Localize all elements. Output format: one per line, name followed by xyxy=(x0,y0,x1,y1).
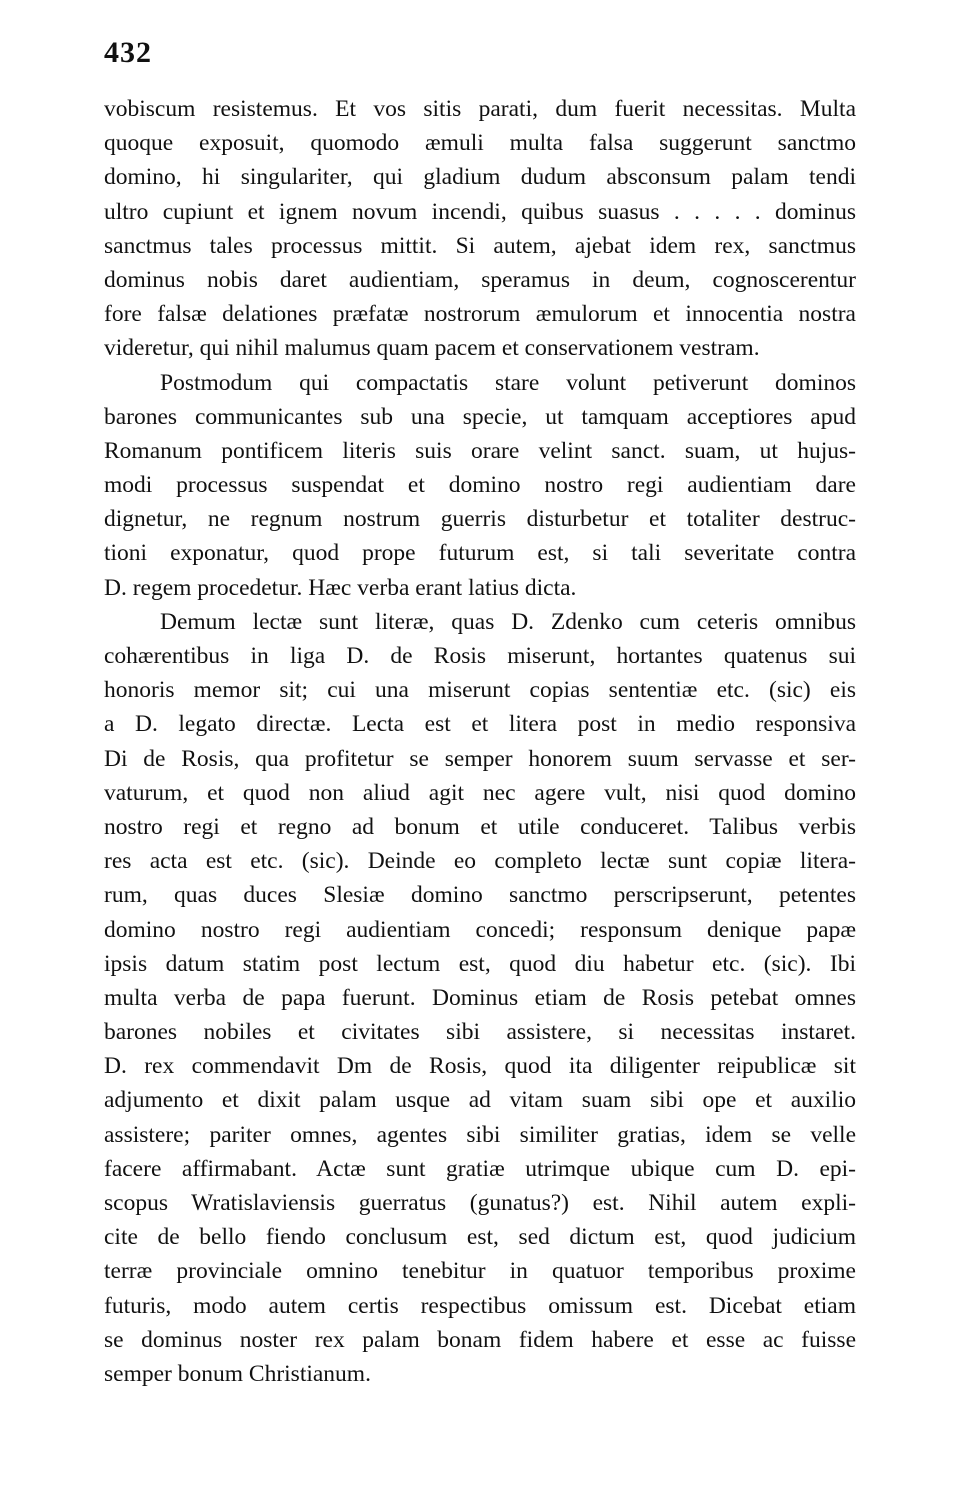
text-line: semper bonum Christianum. xyxy=(104,1360,371,1387)
text-line: fore falsæ delationes præfatæ nostrorum æmulorum et innocentia nostra xyxy=(104,301,856,328)
text-line: sanctmus tales processus mittit. Si autem, ajebat idem rex, sanctmus xyxy=(104,232,856,259)
text-line: videretur, qui nihil malumus quam pacem et conservationem vestram. xyxy=(104,335,760,362)
text-line: modi processus suspendat et domino nostro regi audientiam dare xyxy=(104,472,856,499)
text-line: a D. legato directæ. Lecta est et litera post in medio responsiva xyxy=(104,711,856,738)
text-line: barones communicantes sub una specie, ut tamquam acceptiores apud xyxy=(104,403,856,430)
text-line: domino nostro regi audientiam concedi; responsum denique papæ xyxy=(104,916,856,943)
page-number: 432 xyxy=(104,36,152,69)
text-line: ultro cupiunt et ignem novum incendi, quibus suasus . . . . . dominus xyxy=(104,198,856,225)
text-line: facere affirmabant. Actæ sunt gratiæ utrimque ubique cum D. epi- xyxy=(104,1155,856,1182)
text-line: assistere; pariter omnes, agentes sibi similiter gratias, idem se velle xyxy=(104,1121,856,1148)
text-line: Di de Rosis, qua profitetur se semper honorem suum servasse et ser- xyxy=(104,745,856,772)
text-line: scopus Wratislaviensis guerratus (gunatus?) est. Nihil autem expli- xyxy=(104,1190,856,1216)
text-line: futuris, modo autem certis respectibus omissum est. Dicebat etiam xyxy=(104,1292,856,1319)
text-line: barones nobiles et civitates sibi assistere, si necessitas instaret. xyxy=(104,1019,856,1046)
text-line: ipsis datum statim post lectum est, quod diu habetur etc. (sic). Ibi xyxy=(104,950,856,977)
text-line: tioni exponatur, quod prope futurum est, si tali severitate contra xyxy=(104,540,856,567)
text-line: se dominus noster rex palam bonam fidem habere et esse ac fuisse xyxy=(104,1326,856,1353)
text-line: vobiscum resistemus. Et vos sitis parati, dum fuerit necessitas. Multa xyxy=(104,96,856,122)
text-line: Postmodum qui compactatis stare volunt petiverunt dominos xyxy=(160,369,856,396)
text-line: cohærentibus in liga D. de Rosis miserunt, hortantes quatenus sui xyxy=(104,643,856,669)
text-line: terræ provinciale omnino tenebitur in quatuor temporibus proxime xyxy=(104,1258,856,1285)
text-line: dominus nobis daret audientiam, speramus in deum, cognoscerentur xyxy=(104,266,856,293)
text-line: domino, hi singulariter, qui gladium dudum absconsum palam tendi xyxy=(104,164,856,191)
text-line: dignetur, ne regnum nostrum guerris disturbetur et totaliter destruc- xyxy=(104,506,856,533)
text-line: rum, quas duces Slesiæ domino sanctmo perscripserunt, petentes xyxy=(104,882,856,909)
text-line: D. regem procedetur. Hæc verba erant latius dicta. xyxy=(104,574,577,601)
body-text xyxy=(104,92,856,1391)
text-line: Romanum pontificem literis suis orare velint sanct. suam, ut hujus- xyxy=(104,437,856,464)
text-line: honoris memor sit; cui una miserunt copias sententiæ etc. (sic) eis xyxy=(104,677,856,704)
text-line: quoque exposuit, quomodo æmuli multa falsa suggerunt sanctmo xyxy=(104,130,856,157)
text-line: multa verba de papa fuerunt. Dominus etiam de Rosis petebat omnes xyxy=(104,984,856,1011)
text-line: vaturum, et quod non aliud agit nec agere vult, nisi quod domino xyxy=(104,779,856,806)
text-line: Demum lectæ sunt literæ, quas D. Zdenko cum ceteris omnibus xyxy=(160,608,856,635)
text-line: cite de bello fiendo conclusum est, sed dictum est, quod judicium xyxy=(104,1224,856,1251)
text-line: D. rex commendavit Dm de Rosis, quod ita diligenter reipublicæ sit xyxy=(104,1053,856,1080)
text-line: nostro regi et regno ad bonum et utile conduceret. Talibus verbis xyxy=(104,813,856,840)
text-line: res acta est etc. (sic). Deinde eo completo lectæ sunt copiæ litera- xyxy=(104,848,856,875)
text-line: adjumento et dixit palam usque ad vitam suam sibi ope et auxilio xyxy=(104,1087,856,1114)
